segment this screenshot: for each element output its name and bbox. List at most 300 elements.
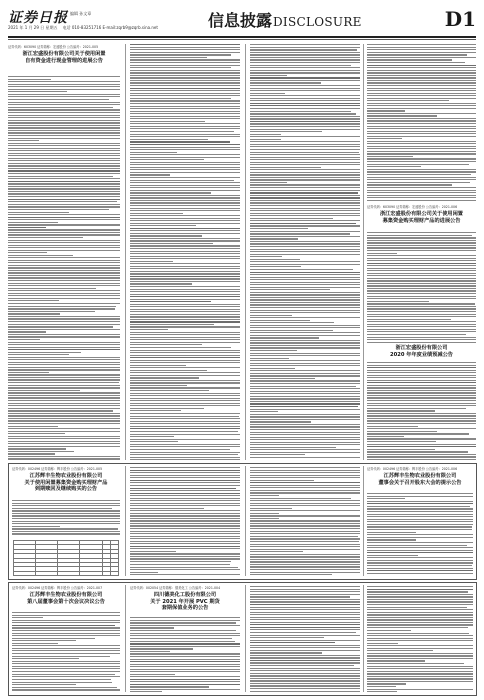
text-line: [367, 655, 473, 656]
text-line: [250, 220, 360, 221]
text-line: [12, 666, 120, 667]
text-line: [367, 123, 476, 124]
text-line: [250, 480, 314, 481]
text-line: [130, 263, 240, 264]
text-line: [8, 245, 120, 246]
text-line: [130, 569, 240, 570]
text-line: [12, 633, 120, 634]
text-line: [130, 316, 240, 317]
text-line: [130, 172, 240, 173]
text-line: [130, 190, 240, 191]
text-line: [130, 319, 240, 320]
text-line: [367, 255, 476, 256]
text-line: [130, 182, 240, 183]
text-line: [8, 122, 120, 123]
text-line: [130, 57, 207, 58]
text-line: [130, 44, 240, 45]
text-line: [12, 653, 120, 654]
text-line: [250, 49, 357, 50]
text-line: [12, 531, 120, 532]
text-line: [367, 433, 469, 434]
text-line: [367, 128, 476, 129]
text-line: [130, 131, 234, 132]
text-line: [367, 573, 473, 574]
text-line: [130, 390, 209, 391]
text-line: [367, 334, 466, 335]
text-line: [8, 102, 120, 103]
text-line: [250, 670, 360, 671]
text-line: [130, 350, 240, 351]
text-line: [250, 538, 360, 539]
text-line: [8, 390, 80, 391]
text-line: [367, 365, 476, 366]
text-line: [8, 99, 109, 100]
text-line: [367, 82, 476, 83]
text-line: [250, 503, 360, 504]
text-line: [130, 689, 240, 690]
text-line: [367, 691, 397, 692]
text-line: [130, 243, 213, 244]
text-line: [130, 141, 230, 142]
text-line: [130, 633, 240, 634]
newspaper-logo: 证券日报: [8, 10, 68, 26]
text-line: [250, 136, 360, 137]
announcement-code: 证券代码：002496 证券简称：辉丰股份 公告编号：2021-007: [12, 586, 103, 590]
text-line: [367, 619, 473, 620]
text-line: [367, 534, 473, 535]
text-line: [367, 663, 464, 664]
text-line: [130, 113, 240, 114]
text-line: [250, 144, 360, 145]
text-line: [367, 52, 476, 53]
text-line: [8, 293, 120, 294]
announcement-code: 证券代码：002054 证券简称：德美化工 公告编号：2021-004: [130, 586, 221, 590]
text-line: [250, 134, 281, 135]
text-line: [130, 508, 204, 509]
text-line: [8, 222, 58, 223]
text-line: [250, 299, 360, 300]
text-line: [130, 301, 211, 302]
text-line: [367, 329, 476, 330]
text-line: [367, 459, 476, 460]
text-line: [12, 676, 120, 677]
text-line: [250, 304, 360, 305]
text-line: [367, 98, 476, 99]
text-line: [367, 607, 467, 608]
text-line: [250, 184, 360, 185]
text-line: [8, 183, 120, 184]
text-line: [130, 136, 240, 137]
text-line: [250, 452, 360, 453]
text-line: [12, 630, 120, 631]
text-line: [130, 416, 239, 417]
text-line: [130, 215, 240, 216]
text-line: [8, 148, 120, 149]
text-line: [250, 652, 322, 653]
text-line: [8, 277, 120, 278]
text-line: [8, 89, 120, 90]
column-divider: [125, 466, 126, 576]
text-line: [8, 349, 120, 350]
text-line: [250, 650, 360, 651]
text-line: [367, 171, 476, 172]
text-line: [367, 403, 476, 404]
text-line: [250, 100, 360, 101]
text-line: [130, 268, 240, 269]
text-line: [250, 320, 310, 321]
text-line: [250, 492, 360, 493]
text-line: [130, 533, 240, 534]
text-line: [250, 533, 360, 534]
text-line: [367, 280, 476, 281]
text-line: [367, 614, 473, 615]
text-line: [367, 324, 476, 325]
text-line: [367, 197, 476, 198]
text-line: [367, 454, 476, 455]
text-line: [250, 266, 301, 267]
text-line: [130, 286, 240, 287]
text-line: [367, 166, 421, 167]
text-line: [130, 54, 231, 55]
text-line: [8, 408, 120, 409]
headline-line: 浙江宏盛股份有限公司: [395, 345, 448, 351]
text-line: [130, 441, 178, 442]
text-line: [367, 395, 476, 396]
text-line: [130, 49, 240, 50]
text-line: [130, 485, 240, 486]
text-line: [367, 451, 468, 452]
text-line: [130, 174, 170, 175]
text-line: [367, 562, 473, 563]
text-line: [8, 176, 113, 177]
text-line: [12, 510, 120, 511]
text-line: [130, 324, 214, 325]
text-line: [250, 444, 360, 445]
text-line: [250, 396, 360, 397]
text-line: [250, 604, 360, 605]
text-line: [8, 308, 115, 309]
text-line: [130, 304, 240, 305]
text-line: [130, 574, 240, 575]
text-line: [130, 561, 231, 562]
text-line: [367, 380, 476, 381]
text-line: [250, 182, 287, 183]
text-line: [250, 564, 360, 565]
text-line: [367, 54, 467, 55]
text-line: [250, 340, 360, 341]
text-line: [250, 559, 360, 560]
text-line: [8, 178, 120, 179]
text-line: [8, 426, 58, 427]
text-line: [250, 164, 360, 165]
text-line: [367, 288, 476, 289]
text-line: [8, 115, 120, 116]
text-line: [250, 72, 360, 73]
text-column-b1b: [130, 467, 240, 575]
text-line: [12, 625, 115, 626]
text-line: [250, 510, 360, 511]
text-line: [130, 281, 240, 282]
text-line: [130, 52, 240, 53]
text-line: [8, 191, 120, 192]
text-line: [8, 453, 55, 454]
text-line: [367, 415, 476, 416]
text-line: [130, 311, 240, 312]
text-line: [250, 635, 360, 636]
text-line: [367, 265, 476, 266]
text-line: [8, 272, 120, 273]
text-line: [250, 238, 298, 239]
text-line: [130, 627, 174, 628]
text-line: [8, 193, 120, 194]
text-line: [130, 536, 240, 537]
text-line: [250, 103, 360, 104]
text-line: [130, 306, 240, 307]
text-line: [130, 403, 240, 404]
text-line: [130, 674, 175, 675]
text-line: [130, 326, 240, 327]
text-line: [250, 302, 360, 303]
text-line: [250, 172, 360, 173]
text-line: [130, 500, 240, 501]
text-line: [130, 47, 240, 48]
text-line: [250, 680, 360, 681]
headline-line: 关于使用闲置募集资金购买理财产品: [24, 479, 108, 486]
text-line: [250, 380, 360, 381]
text-line: [130, 691, 162, 692]
text-line: [250, 126, 360, 127]
text-line: [250, 490, 360, 491]
text-line: [8, 392, 120, 393]
text-line: [367, 645, 473, 646]
text-line: [250, 75, 287, 76]
text-line: [8, 285, 120, 286]
text-line: [250, 330, 333, 331]
text-line: [130, 357, 240, 358]
text-line: [367, 169, 476, 170]
text-line: [250, 624, 360, 625]
text-line: [250, 683, 360, 684]
column-divider: [125, 44, 126, 460]
text-line: [130, 75, 240, 76]
text-line: [8, 81, 120, 82]
text-line: [250, 167, 321, 168]
text-line: [250, 215, 360, 216]
text-line: [130, 321, 240, 322]
text-line: [367, 164, 469, 165]
text-line: [8, 446, 120, 447]
text-line: [130, 347, 231, 348]
text-line: [8, 153, 120, 154]
text-line: [367, 400, 476, 401]
masthead: [8, 6, 476, 36]
text-line: [8, 420, 120, 421]
text-line: [250, 202, 360, 203]
text-line: [130, 380, 240, 381]
text-line: [130, 337, 240, 338]
text-line: [8, 415, 120, 416]
text-line: [8, 433, 65, 434]
text-line: [8, 170, 120, 171]
text-line: [130, 195, 240, 196]
text-line: [250, 274, 360, 275]
text-line: [250, 551, 303, 552]
text-line: [250, 246, 360, 247]
text-line: [130, 457, 240, 458]
text-line: [367, 514, 473, 515]
text-line: [250, 622, 360, 623]
text-line: [12, 648, 120, 649]
text-line: [130, 567, 238, 568]
text-line: [130, 413, 240, 414]
column-divider: [125, 585, 126, 692]
text-line: [130, 676, 240, 677]
text-line: [8, 436, 120, 437]
text-line: [130, 505, 240, 506]
text-line: [367, 47, 476, 48]
text-line: [130, 309, 240, 310]
text-line: [130, 159, 204, 160]
text-line: [8, 354, 69, 355]
text-line: [8, 86, 120, 87]
text-line: [250, 574, 332, 575]
text-column-4a: [367, 44, 476, 202]
text-line: [367, 118, 476, 119]
text-line: [12, 518, 120, 519]
text-line: [367, 296, 476, 297]
text-line: [8, 219, 120, 220]
text-line: [130, 134, 240, 135]
text-line: [367, 596, 473, 597]
text-line: [250, 342, 360, 343]
text-line: [367, 190, 476, 191]
text-line: [250, 218, 333, 219]
text-line: [130, 477, 240, 478]
text-line: [8, 456, 120, 457]
headline-line: 浙江宏盛股份有限公司关于使用闲置: [22, 51, 106, 57]
text-line: [250, 411, 278, 412]
text-line: [130, 531, 240, 532]
text-line: [130, 139, 208, 140]
text-line: [250, 520, 360, 521]
text-line: [8, 217, 120, 218]
text-line: [8, 125, 120, 126]
text-line: [250, 523, 360, 524]
text-line: [367, 666, 473, 667]
text-line: [130, 630, 236, 631]
announcement-code: 证券代码：002496 证券简称：辉丰股份 公告编号：2021-005: [12, 467, 103, 471]
text-line: [130, 67, 231, 68]
text-line: [367, 648, 473, 649]
headline-line: 江苏辉丰生物农业股份有限公司: [383, 473, 457, 479]
text-line: [367, 671, 473, 672]
text-line: [250, 223, 356, 224]
text-line: [250, 589, 360, 590]
text-line: [367, 560, 473, 561]
text-line: [130, 546, 240, 547]
text-line: [8, 369, 120, 370]
text-line: [8, 109, 120, 110]
text-line: [367, 337, 476, 338]
text-line: [130, 82, 240, 83]
text-line: [130, 65, 240, 66]
text-line: [130, 339, 240, 340]
text-line: [250, 105, 360, 106]
text-line: [250, 108, 360, 109]
text-line: [8, 234, 120, 235]
text-line: [250, 65, 351, 66]
text-line: [367, 331, 476, 332]
text-line: [130, 449, 230, 450]
text-line: [12, 674, 115, 675]
text-line: [367, 370, 476, 371]
text-line: [367, 508, 473, 509]
text-line: [367, 77, 476, 78]
text-line: [367, 306, 476, 307]
masthead-rule-thin: [8, 39, 476, 40]
text-line: [367, 529, 472, 530]
text-line: [250, 149, 360, 150]
text-line: [250, 370, 360, 371]
text-line: [367, 552, 473, 553]
text-line: [130, 157, 240, 158]
text-line: [367, 136, 476, 137]
headline-line: 募集资金购买理财产品的进展公告: [382, 217, 461, 224]
text-line: [130, 240, 240, 241]
text-line: [250, 518, 279, 519]
text-line: [12, 620, 120, 621]
text-line: [130, 185, 240, 186]
text-line: [367, 131, 476, 132]
text-line: [367, 557, 473, 558]
text-line: [8, 79, 51, 80]
text-line: [130, 59, 240, 60]
text-line: [367, 681, 473, 682]
text-line: [250, 123, 360, 124]
text-line: [250, 118, 360, 119]
text-line: [130, 299, 240, 300]
text-line: [367, 158, 476, 159]
text-line: [8, 300, 59, 301]
announcement-headline-b2: [367, 466, 473, 490]
text-line: [367, 633, 469, 634]
text-line: [130, 467, 240, 468]
text-line: [250, 225, 360, 226]
text-line: [130, 123, 240, 124]
text-line: [367, 258, 476, 259]
text-line: [8, 400, 120, 401]
text-line: [130, 276, 240, 277]
text-line: [130, 210, 240, 211]
text-line: [367, 268, 476, 269]
text-line: [367, 319, 451, 320]
text-line: [8, 395, 120, 396]
text-line: [250, 187, 360, 188]
text-line: [130, 543, 240, 544]
section-title-en: DISCLOSURE: [273, 15, 362, 29]
text-line: [250, 358, 289, 359]
text-line: [250, 642, 335, 643]
text-line: [8, 104, 120, 105]
text-line: [250, 561, 360, 562]
text-line: [8, 443, 120, 444]
text-line: [367, 640, 473, 641]
text-line: [367, 184, 452, 185]
text-line: [250, 52, 360, 53]
text-line: [8, 242, 120, 243]
text-line: [250, 586, 360, 587]
text-line: [250, 673, 360, 674]
